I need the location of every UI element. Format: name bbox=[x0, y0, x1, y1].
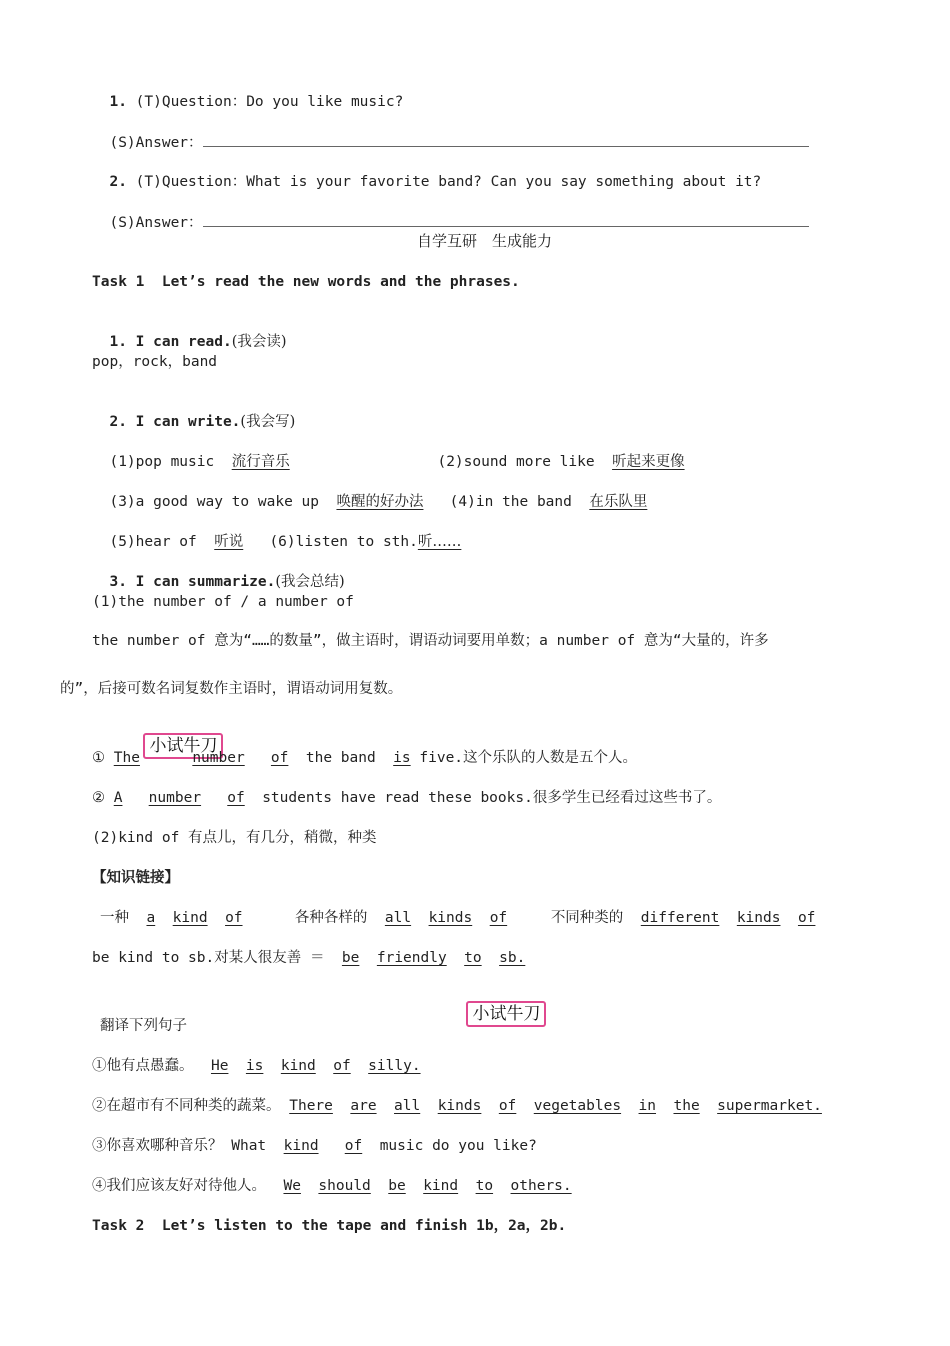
question-1 bbox=[92, 72, 403, 112]
translate-1-word: of bbox=[333, 1058, 351, 1074]
write-item-2-en: (2)sound more like bbox=[437, 454, 595, 470]
translate-1-cn: 他有点愚蠢。 bbox=[106, 1058, 194, 1074]
link-2-blank-friendly: friendly bbox=[376, 950, 447, 966]
exercise-2-number: ② bbox=[92, 790, 105, 806]
translate-2-cn: 在超市有不同种类的蔬菜。 bbox=[106, 1098, 281, 1114]
translate-3-post: music do you like? bbox=[379, 1138, 537, 1154]
write-item-2 bbox=[420, 432, 685, 472]
translate-4-cn: 我们应该友好对待他人。 bbox=[106, 1178, 266, 1194]
answer-2-label: (S)Answer： bbox=[109, 215, 203, 231]
translate-4-word: to bbox=[475, 1178, 494, 1194]
summarize-label-cn: (我会总结) bbox=[275, 574, 345, 590]
link-blank-different: different bbox=[640, 910, 720, 926]
link-blank-all: all bbox=[384, 910, 412, 926]
translate-2-number: ② bbox=[92, 1098, 107, 1114]
link-cn-3: 不同种类的 bbox=[550, 910, 624, 926]
answer-2 bbox=[92, 192, 809, 233]
link-2-blank-to: to bbox=[464, 950, 482, 966]
practice-tag-2 bbox=[449, 981, 546, 1027]
link-cn-1: 一种 bbox=[100, 910, 129, 926]
write-item-2-answer: 听起来更像 bbox=[612, 454, 685, 470]
link-2-blank-be: be bbox=[341, 950, 360, 966]
translate-1-word: is bbox=[245, 1058, 264, 1074]
write-item-3-en: (3)a good way to wake up bbox=[109, 494, 319, 510]
exercise-1-blank-4: is bbox=[393, 750, 411, 766]
translate-1-number: ① bbox=[92, 1058, 107, 1074]
translate-1-word: kind bbox=[280, 1058, 316, 1074]
section-title: 自学互研 生成能力 bbox=[417, 232, 553, 250]
translate-4-word: We bbox=[283, 1178, 301, 1194]
question-1-number: 1. bbox=[109, 94, 127, 110]
translate-2-word: supermarket. bbox=[717, 1098, 822, 1114]
write-item-6-answer: 听…… bbox=[417, 534, 462, 550]
write-item-3-answer: 唤醒的好办法 bbox=[336, 494, 424, 510]
practice-tag-label: 小试牛刀 bbox=[143, 733, 223, 759]
link-blank-kinds-2: kinds bbox=[736, 910, 781, 926]
translate-2-word: the bbox=[673, 1098, 700, 1114]
link-2-blank-sb: sb. bbox=[499, 950, 526, 966]
translate-1-word: He bbox=[210, 1058, 229, 1074]
exercise-1-tail: five.这个乐队的人数是五个人。 bbox=[419, 750, 638, 766]
write-item-5-answer: 听说 bbox=[214, 534, 244, 550]
translate-3-pre: What bbox=[231, 1138, 267, 1154]
exercise-1-blank-1: The bbox=[113, 750, 140, 766]
answer-1-label: (S)Answer： bbox=[109, 135, 203, 151]
translate-4 bbox=[92, 1176, 572, 1196]
practice-tag-2-label: 小试牛刀 bbox=[466, 1001, 546, 1027]
knowledge-link-line-2 bbox=[92, 948, 525, 968]
exercise-2-tail: students have read these books.很多学生已经看过这些书了。 bbox=[262, 790, 722, 806]
read-label-cn: (我会读) bbox=[231, 334, 287, 350]
summarize-item-1-title: (1)the number of / a number of bbox=[92, 594, 354, 610]
exercise-1 bbox=[92, 748, 637, 768]
link-blank-of-3: of bbox=[797, 910, 816, 926]
knowledge-link-heading: 【知识链接】 bbox=[92, 869, 179, 886]
write-label-cn: (我会写) bbox=[240, 414, 296, 430]
read-label: 1. I can read. bbox=[109, 334, 232, 350]
translate-4-word: others. bbox=[510, 1178, 572, 1194]
question-2 bbox=[92, 152, 761, 192]
exercise-1-number: ① bbox=[92, 750, 105, 766]
translate-1 bbox=[92, 1056, 421, 1076]
answer-1-blank[interactable] bbox=[203, 132, 809, 147]
link-blank-a: a bbox=[146, 910, 156, 926]
write-item-1 bbox=[92, 432, 290, 472]
translate-2-word: all bbox=[394, 1098, 421, 1114]
translate-2 bbox=[92, 1096, 822, 1116]
answer-2-blank[interactable] bbox=[203, 212, 809, 227]
summarize-item-1-explanation-line-1: the number of 意为“……的数量”，做主语时，谓语动词要用单数；a number of 意为“大量的，许多 bbox=[92, 633, 769, 649]
translate-2-word: There bbox=[289, 1098, 333, 1114]
write-item-4-answer: 在乐队里 bbox=[589, 494, 648, 510]
write-heading bbox=[92, 392, 295, 432]
task-1-heading: Task 1 Let’s read the new words and the phrases. bbox=[92, 274, 520, 290]
translate-3-blank-of: of bbox=[344, 1138, 363, 1154]
task-2-heading: Task 2 Let’s listen to the tape and finish 1b，2a，2b. bbox=[92, 1218, 567, 1234]
exercise-2-blank-3: of bbox=[227, 790, 245, 806]
write-item-1-answer: 流行音乐 bbox=[231, 454, 290, 470]
translate-2-word: are bbox=[350, 1098, 377, 1114]
answer-1 bbox=[92, 112, 809, 153]
translate-2-word: kinds bbox=[437, 1098, 482, 1114]
translate-3-number: ③ bbox=[92, 1138, 107, 1154]
link-2-text: be kind to sb.对某人很友善 ＝ bbox=[92, 950, 325, 966]
question-1-text: (T)Question：Do you like music? bbox=[135, 94, 404, 110]
summarize-item-2-title: (2)kind of 有点儿，有几分，稍微，种类 bbox=[92, 830, 377, 846]
exercise-2 bbox=[92, 788, 721, 808]
translate-4-word: kind bbox=[423, 1178, 459, 1194]
translate-3-cn: 你喜欢哪种音乐？ bbox=[106, 1138, 223, 1154]
link-blank-kind: kind bbox=[172, 910, 208, 926]
translate-3 bbox=[92, 1136, 537, 1156]
write-item-4-en: (4)in the band bbox=[449, 494, 572, 510]
exercise-1-blank-2: number bbox=[192, 750, 245, 766]
write-label: 2. I can write. bbox=[109, 414, 241, 430]
translate-1-word: silly. bbox=[368, 1058, 421, 1074]
summarize-label: 3. I can summarize. bbox=[109, 574, 276, 590]
exercise-1-blank-3: of bbox=[270, 750, 289, 766]
write-item-5-en: (5)hear of bbox=[109, 534, 197, 550]
translate-2-word: in bbox=[638, 1098, 657, 1114]
question-2-number: 2. bbox=[109, 174, 127, 190]
read-words: pop，rock，band bbox=[92, 354, 218, 370]
write-item-1-en: (1)pop music bbox=[109, 454, 215, 470]
exercise-2-blank-1: A bbox=[113, 790, 123, 806]
translate-2-word: vegetables bbox=[533, 1098, 622, 1114]
translate-heading: 翻译下列句子 bbox=[100, 1018, 187, 1034]
link-blank-of-2: of bbox=[489, 910, 508, 926]
link-blank-kinds-1: kinds bbox=[428, 910, 473, 926]
translate-4-number: ④ bbox=[92, 1178, 107, 1194]
link-blank-of-1: of bbox=[225, 910, 243, 926]
translate-3-blank-kind: kind bbox=[283, 1138, 319, 1154]
translate-2-word: of bbox=[498, 1098, 517, 1114]
write-item-6-en: (6)listen to sth. bbox=[269, 534, 418, 550]
link-cn-2: 各种各样的 bbox=[294, 910, 368, 926]
exercise-2-blank-2: number bbox=[148, 790, 202, 806]
read-heading bbox=[92, 312, 287, 352]
summarize-item-1-explanation-line-2: 的”，后接可数名词复数作主语时，谓语动词用复数。 bbox=[60, 681, 403, 697]
exercise-1-text: the band bbox=[305, 750, 376, 766]
translate-4-word: be bbox=[388, 1178, 406, 1194]
translate-4-word: should bbox=[318, 1178, 371, 1194]
question-2-text: (T)Question：What is your favorite band? Can you say something about it? bbox=[135, 174, 762, 190]
write-item-5-6 bbox=[92, 512, 461, 552]
summarize-heading bbox=[92, 552, 345, 592]
knowledge-link-line-1 bbox=[100, 908, 815, 928]
write-item-3-4 bbox=[92, 472, 647, 512]
